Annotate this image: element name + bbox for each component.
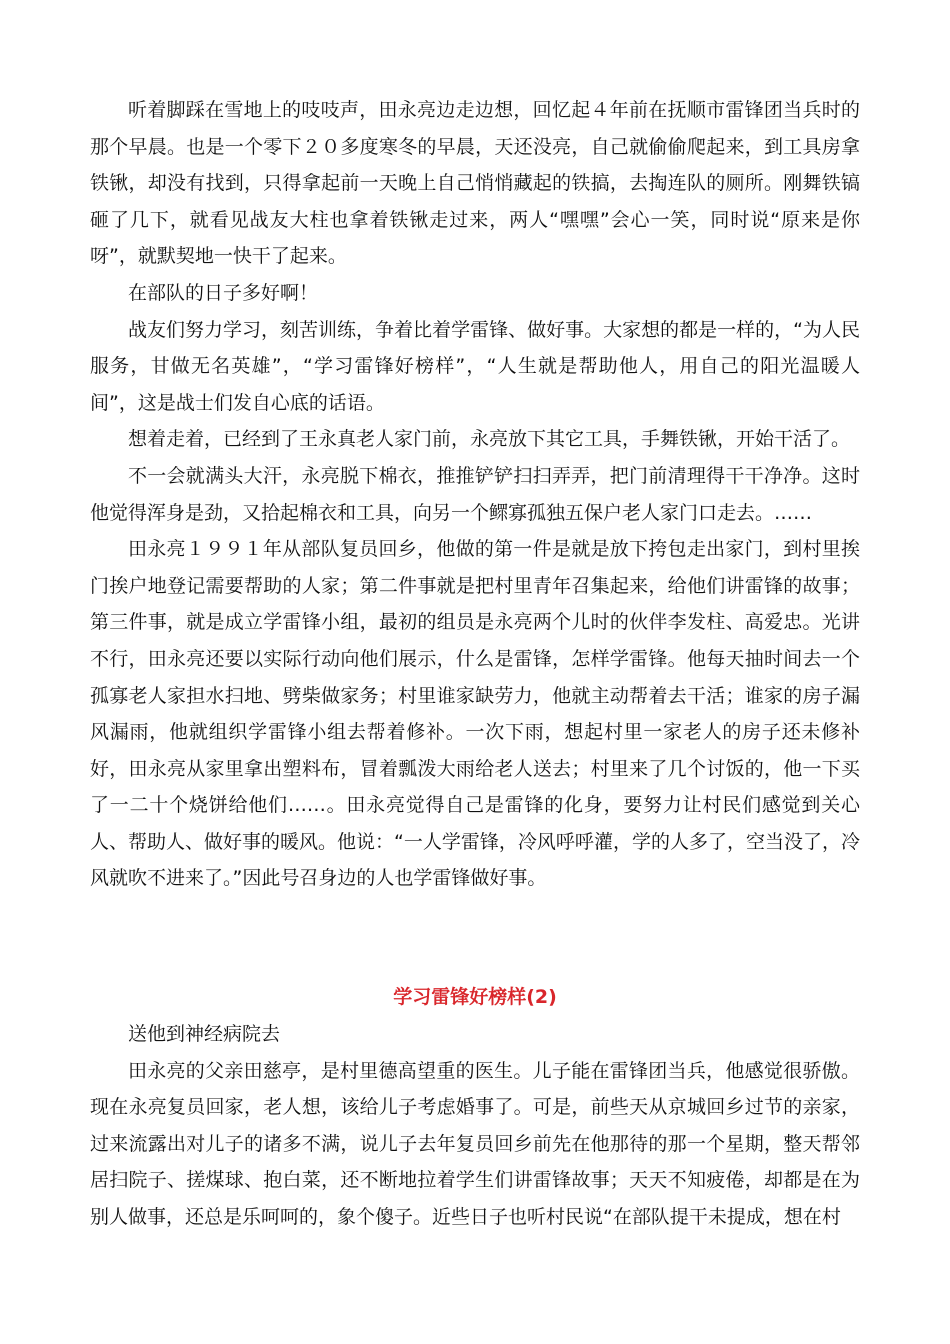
section-2-title: 学习雷锋好榜样(2) [393,986,557,1008]
section-2-body [90,1016,860,1236]
paragraph: 在部队的日子多好啊！ [128,281,319,304]
paragraph: 送他到神经病院去 [128,1023,281,1045]
section-1-body [90,92,860,897]
paragraph: 战友们努力学习，刻苦训练，争着比着学雷锋、做好事。大家想的都是一样的，“为人民服务，甘做无名英雄”，“学习雷锋好榜样”，“人生就是帮助他人，用自己的阳光温暖人间”，这是战士们发自心底的话语。 [90,318,860,414]
paragraph: 田永亮１９９１年从部队复员回乡，他做的第一件是就是放下挎包走出家门，到村里挨门挨户地登记需要帮助的人家；第二件事就是把村里青年召集起来，给他们讲雷锋的故事；第三件事，就是成立学雷锋小组，最初的组员是永亮两个儿时的伙伴李发柱、高爱忠。光讲不行，田永亮还要以实际行动向他们展示，什么是雷锋，怎样学雷锋。他每天抽时间去一个孤寡老人家担水扫地、劈柴做家务；村里谁家缺劳力，他就主动帮着去干活；谁家的房子漏风漏雨，他就组织学雷锋小组去帮着修补。一次下雨，想起村里一家老人的房子还未修补好，田永亮从家里拿出塑料布，冒着瓢泼大雨给老人送去；村里来了几个讨饭的，他一下买了一二十个烧饼给他们……。田永亮觉得自己是雷锋的化身，要努力让村民们感觉到关心人、帮助人、做好事的暖风。他说：“一人学雷锋，冷风呼呼灌，学的人多了，空当没了，冷风就吹不进来了。”因此号召身边的人也学雷锋做好事。 [90,538,860,890]
paragraph: 听着脚踩在雪地上的吱吱声，田永亮边走边想，回忆起４年前在抚顺市雷锋团当兵时的那个早晨。也是一个零下２０多度寒冬的早晨，天还没亮，自己就偷偷爬起来，到工具房拿铁锹，却没有找到，只得拿起前一天晚上自己悄悄藏起的铁搞，去掏连队的厕所。刚舞铁镐砸了几下，就看见战友大柱也拿着铁锹走过来，两人“嘿嘿”会心一笑，同时说“原来是你呀”，就默契地一快干了起来。 [90,99,860,268]
paragraph: 想着走着，已经到了王永真老人家门前，永亮放下其它工具，手舞铁锹，开始干活了。 [128,428,851,451]
paragraph: 不一会就满头大汗，永亮脱下棉衣，推推铲铲扫扫弄弄，把门前清理得干干净净。这时他觉得浑身是劲，又拾起棉衣和工具，向另一个鳏寡孤独五保户老人家门口走去。…… [90,464,860,524]
paragraph: 田永亮的父亲田慈亭，是村里德高望重的医生。儿子能在雷锋团当兵，他感觉很骄傲。现在永亮复员回家，老人想，该给儿子考虑婚事了。可是，前些天从京城回乡过节的亲家，过来流露出对儿子的诸多不满，说儿子去年复员回乡前先在他那待的那一个星期，整天帮邻居扫院子、搓煤球、抱白菜，还不断地拉着学生们讲雷锋故事；天天不知疲倦，却都是在为别人做事，还总是乐呵呵的，象个傻子。近些日子也听村民说“在部队提干未提成，想在村 [90,1059,860,1228]
